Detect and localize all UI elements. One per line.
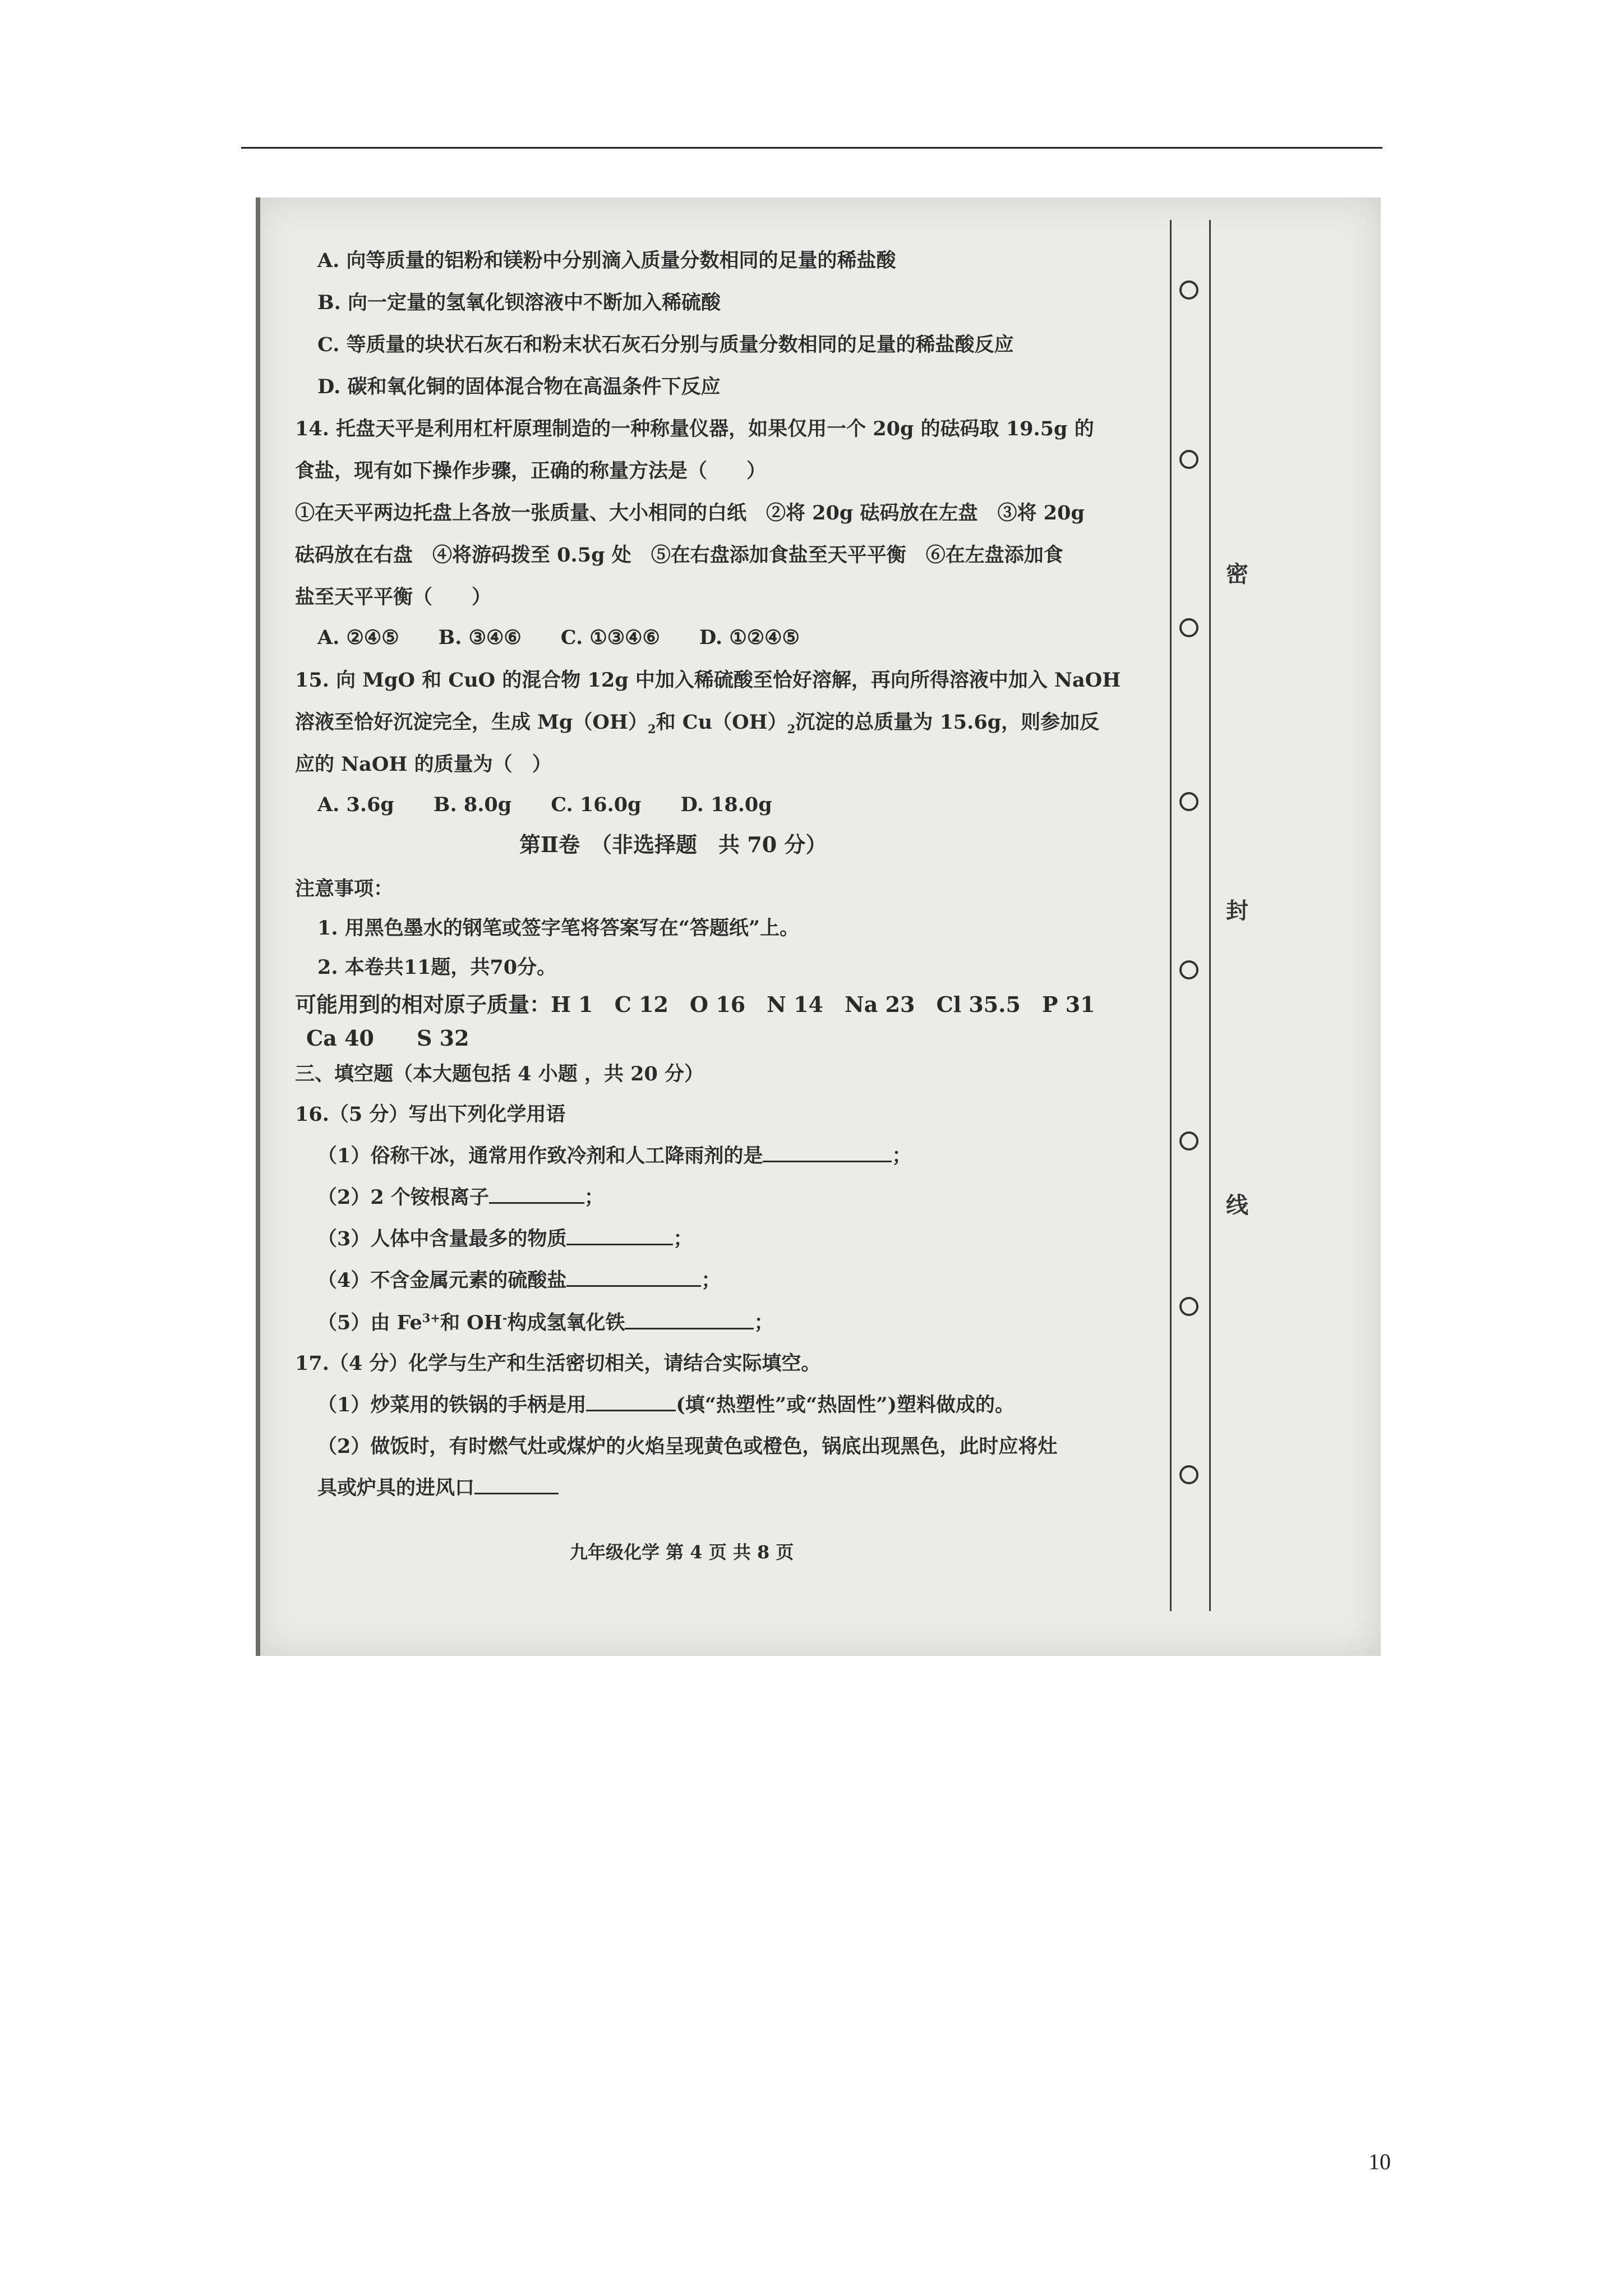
q14-line-3: ①在天平两边托盘上各放一张质量、大小相同的白纸 ②将 20g 砝码放在左盘 ③将 20g [295, 501, 1085, 524]
binding-line-left [1170, 220, 1172, 1611]
q14-line-2: 食盐，现有如下操作步骤，正确的称量方法是（ ） [295, 459, 767, 482]
binding-seal-feng: 封 [1226, 898, 1248, 924]
binding-hole-icon [1179, 1131, 1198, 1151]
binding-hole-icon [1179, 1465, 1198, 1484]
q14-options: A. ②④⑤ B. ③④⑥ C. ①③④⑥ D. ①②④⑤ [317, 626, 800, 649]
q16-item-5-end: 构成氢氧化铁 [507, 1311, 625, 1335]
q15-line-2-b: 和 Cu（OH） [656, 711, 787, 734]
page-number: 10 [1368, 2149, 1391, 2174]
q16-item-3-text: （3）人体中含量最多的物质 [317, 1227, 567, 1250]
exam-footer: 九年级化学 第 4 页 共 8 页 [570, 1542, 794, 1563]
q16-item-5 [317, 1312, 773, 1333]
q17-heading: 17.（4 分）化学与生产和生活密切相关，请结合实际填空。 [295, 1352, 821, 1375]
q16-item-4 [317, 1271, 721, 1290]
binding-hole-icon [1179, 960, 1198, 979]
q13-option-c: C. 等质量的块状石灰石和粉末状石灰石分别与质量分数相同的足量的稀盐酸反应 [317, 333, 1014, 356]
binding-hole-icon [1179, 792, 1198, 811]
q14-line-4: 砝码放在右盘 ④将游码拨至 0.5g 处 ⑤在右盘添加食盐至天平平衡 ⑥在左盘添加食 [295, 544, 1063, 567]
semicolon: ； [892, 1144, 912, 1167]
answer-blank[interactable] [489, 1202, 584, 1204]
q16-item-5-text: （5）由 Fe [317, 1311, 422, 1335]
q15-line-2 [295, 712, 1099, 735]
q17-item-1 [317, 1395, 1015, 1415]
fe-charge: 3+ [422, 1311, 440, 1325]
q16-heading: 16.（5 分）写出下列化学用语 [295, 1103, 566, 1126]
section-3-title: 三、填空题（本大题包括 4 小题 ，共 20 分） [295, 1062, 704, 1085]
binding-hole-icon [1179, 1297, 1198, 1316]
notes-heading: 注意事项： [295, 877, 394, 900]
binding-hole-icon [1179, 618, 1198, 637]
q15-line-2-c: 沉淀的总质量为 15.6g，则参加反 [795, 711, 1100, 734]
atomic-masses-line-2: Ca 40 S 32 [306, 1025, 469, 1051]
semicolon: ； [701, 1269, 721, 1292]
q16-item-1 [317, 1146, 911, 1166]
q17-item-2-text: 具或炉具的进风口 [317, 1476, 475, 1499]
q17-item-2-line-1: （2）做饭时，有时燃气灶或煤炉的火焰呈现黄色或橙色，锅底出现黑色，此时应将灶 [317, 1435, 1058, 1458]
answer-blank[interactable] [566, 1244, 673, 1245]
header-rule [241, 147, 1382, 149]
q17-item-2-line-2 [317, 1478, 559, 1498]
q16-item-5-mid: 和 OH [440, 1311, 502, 1335]
q15-sub-2: 2 [787, 722, 796, 736]
binding-seal-mi: 密 [1226, 561, 1248, 587]
part-2-title: 第Ⅱ卷 （非选择题 共 70 分） [519, 832, 827, 857]
q15-line-2-a: 溶液至恰好沉淀完全，生成 Mg（OH） [295, 711, 648, 734]
q13-option-b: B. 向一定量的氢氧化钡溶液中不断加入稀硫酸 [317, 291, 721, 314]
q16-item-2-text: （2）2 个铵根离子 [317, 1186, 489, 1209]
notes-item-1: 1. 用黑色墨水的钢笔或签字笔将答案写在“答题纸”上。 [317, 917, 799, 940]
answer-blank[interactable] [586, 1410, 676, 1411]
answer-blank[interactable] [566, 1285, 701, 1287]
answer-blank[interactable] [625, 1328, 754, 1329]
scan-edge [256, 197, 260, 1656]
binding-seal-xian: 线 [1226, 1192, 1248, 1218]
q15-options: A. 3.6g B. 8.0g C. 16.0g D. 18.0g [317, 793, 772, 816]
oh-charge: - [502, 1311, 508, 1325]
semicolon: ； [673, 1227, 693, 1250]
q16-item-3 [317, 1229, 693, 1249]
semicolon: ； [754, 1311, 774, 1335]
binding-line-right [1209, 220, 1211, 1611]
q14-line-1: 14. 托盘天平是利用杠杆原理制造的一种称量仪器，如果仅用一个 20g 的砝码取 19.5g 的 [295, 417, 1094, 440]
scanned-exam-page [256, 197, 1381, 1656]
q17-item-1-a: （1）炒菜用的铁锅的手柄是用 [317, 1393, 587, 1416]
q13-option-a: A. 向等质量的铝粉和镁粉中分别滴入质量分数相同的足量的稀盐酸 [317, 249, 896, 272]
semicolon: ； [584, 1186, 604, 1209]
atomic-masses-line-1: 可能用到的相对原子质量：H 1 C 12 O 16 N 14 Na 23 Cl 35.5 P 31 [295, 992, 1095, 1017]
answer-blank[interactable] [474, 1493, 559, 1494]
q15-line-3: 应的 NaOH 的质量为（ ） [295, 753, 552, 776]
q14-line-5: 盐至天平平衡（ ） [295, 586, 492, 609]
q15-sub-1: 2 [647, 722, 656, 736]
q13-option-d: D. 碳和氧化铜的固体混合物在高温条件下反应 [317, 375, 721, 398]
q16-item-2 [317, 1188, 604, 1207]
q16-item-4-text: （4）不含金属元素的硫酸盐 [317, 1269, 567, 1292]
answer-blank[interactable] [763, 1161, 892, 1162]
q15-line-1: 15. 向 MgO 和 CuO 的混合物 12g 中加入稀硫酸至恰好溶解，再向所得溶液中加入 NaOH [295, 669, 1121, 692]
binding-hole-icon [1179, 280, 1198, 300]
notes-item-2: 2. 本卷共11题，共70分。 [317, 956, 557, 979]
binding-hole-icon [1179, 450, 1198, 469]
q17-item-1-b: (填“热塑性”或“热固性”)塑料做成的。 [676, 1393, 1015, 1416]
q16-item-1-text: （1）俗称干冰，通常用作致冷剂和人工降雨剂的是 [317, 1144, 763, 1167]
